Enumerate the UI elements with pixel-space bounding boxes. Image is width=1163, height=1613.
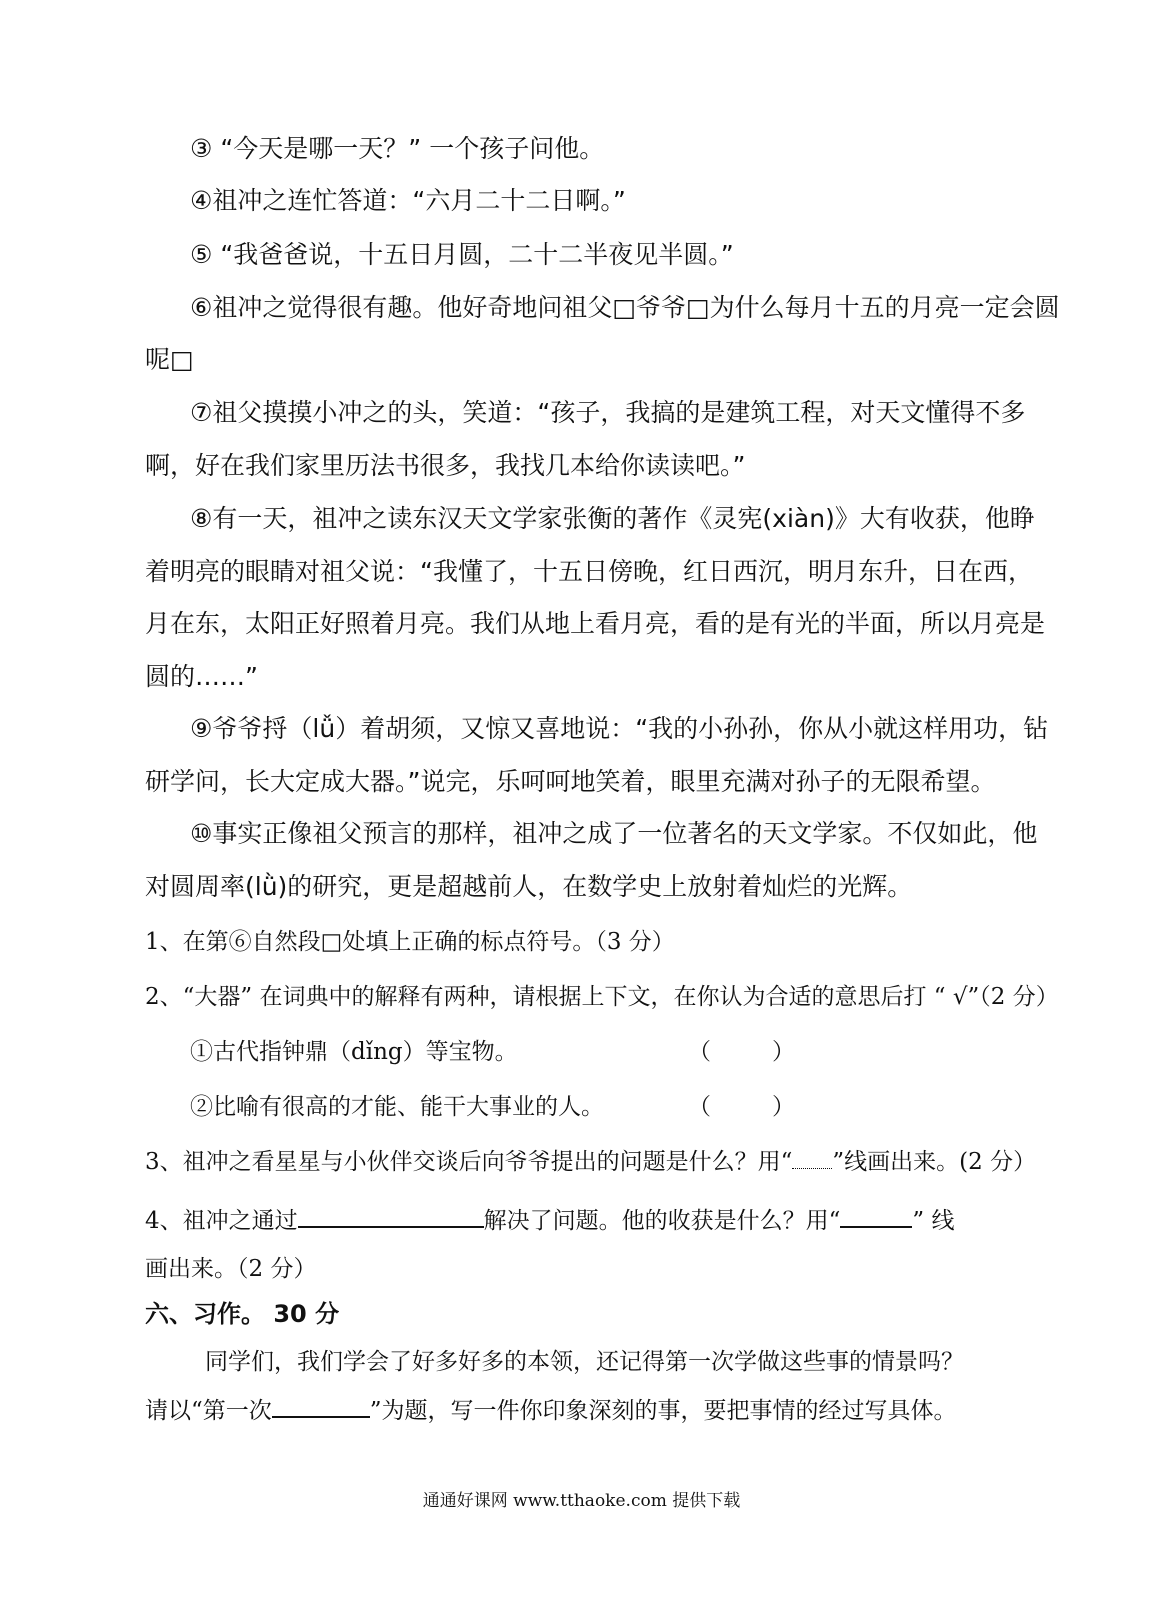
- paragraph-9-line-1: ⑨爷爷捋（lǚ）着胡须，又惊又喜地说：“我的小孙孙，你从小就这样用功，钻: [190, 714, 1049, 743]
- question-3-text-before: 3、祖冲之看星星与小伙伴交谈后向爷爷提出的问题是什么？用“: [145, 1149, 793, 1175]
- writing-prompt-text-before: 请以“第一次: [145, 1398, 272, 1424]
- paragraph-10-line-1: ⑩事实正像祖父预言的那样，祖冲之成了一位著名的天文学家。不仅如此，他: [190, 819, 1038, 848]
- answer-paren-close-2: ）: [772, 1094, 795, 1120]
- question-4-text-b: 解决了问题。他的收获是什么？用“: [483, 1208, 841, 1234]
- answer-paren-close-1: ）: [772, 1039, 795, 1065]
- question-4: [145, 1200, 954, 1238]
- paragraph-6-line-2: 呢□: [145, 345, 194, 374]
- fill-in-blank-method[interactable]: [298, 1200, 484, 1228]
- question-3-text-after: ”线画出来。(2 分）: [832, 1149, 1037, 1175]
- paragraph-8-line-3: 月在东，太阳正好照着月亮。我们从地上看月亮，看的是有光的半面，所以月亮是: [145, 609, 1046, 638]
- question-2-option-2: ②比喻有很高的才能、能干大事业的人。: [190, 1094, 604, 1120]
- paragraph-3: ③ “今天是哪一天？” 一个孩子问他。: [190, 134, 605, 163]
- writing-prompt-text-after: ”为题，写一件你印象深刻的事，要把事情的经过写具体。: [369, 1398, 957, 1424]
- paragraph-5: ⑤ “我爸爸说，十五日月圆，二十二半夜见半圆。”: [190, 240, 734, 269]
- paragraph-7-line-2: 啊，好在我们家里历法书很多，我找几本给你读读吧。”: [145, 451, 746, 480]
- paragraph-7-line-1: ⑦祖父摸摸小冲之的头，笑道：“孩子，我搞的是建筑工程，对天文懂得不多: [190, 398, 1026, 427]
- writing-prompt-line-2: [145, 1390, 957, 1428]
- paragraph-10-line-2: 对圆周率(lǜ)的研究，更是超越前人，在数学史上放射着灿烂的光辉。: [145, 872, 913, 901]
- writing-prompt-line-1: 同学们，我们学会了好多好多的本领，还记得第一次学做这些事的情景吗？: [205, 1349, 964, 1375]
- answer-paren-open-1: （: [688, 1039, 711, 1065]
- question-4-text-c: ” 线: [912, 1208, 955, 1234]
- section-6-heading: 六、习作。 30 分: [145, 1300, 340, 1328]
- question-4-line-2: 画出来。（2 分）: [145, 1256, 317, 1282]
- question-2: 2、“大器” 在词典中的解释有两种，请根据上下文，在你认为合适的意思后打 “ √”（2 分）: [145, 984, 1059, 1010]
- question-1: 1、在第⑥自然段□处填上正确的标点符号。（3 分）: [145, 929, 675, 955]
- paragraph-4: ④祖冲之连忙答道：“六月二十二日啊。”: [190, 186, 626, 215]
- wavy-underline-sample: [792, 1148, 832, 1169]
- underline-sample: [840, 1200, 912, 1228]
- paragraph-8-line-1: ⑧有一天，祖冲之读东汉天文学家张衡的著作《灵宪(xiàn)》大有收获，他睁: [190, 504, 1035, 533]
- question-3: [145, 1145, 1036, 1179]
- paragraph-8-line-2: 着明亮的眼睛对祖父说：“我懂了，十五日傍晚，红日西沉，明月东升，日在西，: [145, 557, 1033, 586]
- paragraph-9-line-2: 研学问，长大定成大器。”说完，乐呵呵地笑着，眼里充满对孙子的无限希望。: [145, 767, 996, 796]
- paragraph-8-line-4: 圆的……”: [145, 662, 258, 691]
- fill-in-blank-title[interactable]: [272, 1390, 370, 1418]
- answer-paren-open-2: （: [688, 1094, 711, 1120]
- question-4-text-a: 4、祖冲之通过: [145, 1208, 298, 1234]
- footer-credit: 通通好课网 www.tthaoke.com 提供下载: [422, 1491, 741, 1511]
- question-2-option-1: ①古代指钟鼎（dǐng）等宝物。: [190, 1039, 518, 1065]
- paragraph-6-line-1: ⑥祖冲之觉得很有趣。他好奇地问祖父□爷爷□为什么每月十五的月亮一定会圆: [190, 293, 1060, 322]
